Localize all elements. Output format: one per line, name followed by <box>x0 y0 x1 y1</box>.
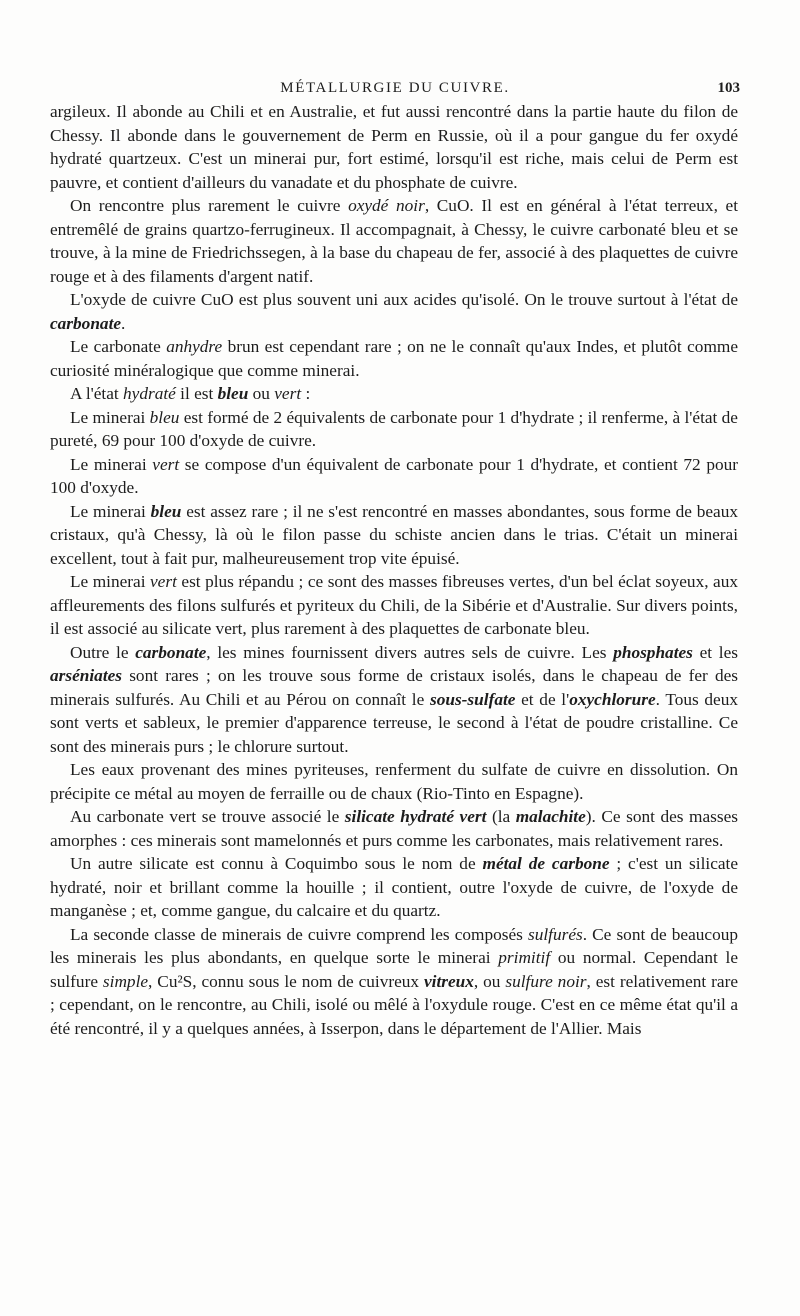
text-run: Le minerai <box>70 572 151 591</box>
paragraph-p7 <box>50 453 738 500</box>
paragraph-p5 <box>50 382 738 406</box>
bold-italic-term: carbonate <box>135 642 207 662</box>
italic-term: simple <box>102 971 149 991</box>
italic-term: vert <box>274 384 302 403</box>
body-text <box>50 100 738 1040</box>
text-run: ou <box>248 384 275 403</box>
bold-italic-term: oxychlorure <box>569 689 656 709</box>
bold-italic-term: arséniates <box>50 666 123 685</box>
text-run: Au carbonate vert se trouve associé le <box>70 807 345 826</box>
text-run: Le minerai <box>70 501 151 521</box>
text-run: , ou <box>473 971 506 991</box>
bold-italic-term: phosphates <box>613 642 693 662</box>
text-run: , CuO. Il est en général à l'état terreux, et entremêlé de grains quartzo-ferrugineux. Il accompagnait, à Chessy, le cuivre carbonaté bleu et se trouve, à la mine de Friedrichssegen, à la base du chapeau de fer, associé à des plaquettes de cuivre rouge et à des filaments d'argent natif. <box>50 196 739 286</box>
text-run: . Tous deux sont verts et sableux, le premier d'apparence terreuse, le second à l'état de poudre cristalline. Ce sont des minerais purs ; le chlorure surtout. <box>50 689 738 756</box>
text-run: A l'état <box>70 384 124 403</box>
italic-term: sulfurés <box>527 924 583 944</box>
text-run: est plus répandu ; ce sont des masses fibreuses vertes, d'un bel éclat soyeux, aux affleurements des filons sulfurés et pyriteux du Chili, de la Sibérie et d'Australie. Sur divers points, il est associé au silicate vert, plus rarement à des plaquettes de carbonate bleu. <box>50 572 738 638</box>
text-run: Les eaux provenant des mines pyriteuses, renferment du sulfate de cuivre en dissolution. On précipite ce métal au moyen de ferraille ou de chaux (Rio-Tinto en Espagne). <box>50 760 738 803</box>
text-run: brun est cependant rare ; on ne le connaît qu'aux Indes, et plutôt comme curiosité minéralogique que comme minerai. <box>50 337 738 380</box>
italic-term: primitif <box>498 948 551 967</box>
paragraph-p13 <box>50 852 738 923</box>
italic-term: vert <box>150 572 177 591</box>
paragraph-p4 <box>50 335 738 382</box>
text-run: ou normal. Cependant le sulfure <box>50 948 738 991</box>
paragraph-p12 <box>50 805 738 852</box>
text-run: ; c'est un silicate hydraté, noir et brillant comme la houille ; il contient, outre l'oxyde de cuivre, de l'oxyde de manganèse ; et, comme gangue, du calcaire et du quartz. <box>50 854 739 920</box>
text-run: , Cu²S, connu sous le nom de cuivreux <box>148 971 424 991</box>
text-run: : <box>301 384 311 403</box>
italic-term: bleu <box>149 407 180 427</box>
italic-term: anhydre <box>166 337 223 356</box>
text-run: On rencontre plus rarement le cuivre <box>70 196 349 215</box>
bold-italic-term: bleu <box>150 501 182 521</box>
text-run: sont rares ; on les trouve sous forme de cristaux isolés, dans le chapeau de fer des minerais sulfurés. Au Chili et au Pérou on connaît le <box>50 666 738 709</box>
text-run: est formé de 2 équivalents de carbonate pour 1 d'hydrate ; il renferme, à l'état de pureté, 69 pour 100 d'oxyde de cuivre. <box>50 407 738 450</box>
text-run: Le minerai <box>70 454 153 474</box>
italic-term: vert <box>152 454 180 474</box>
text-run: se compose d'un équivalent de carbonate pour 1 d'hydrate, et contient 72 pour 100 d'oxyde. <box>50 454 738 497</box>
bold-italic-term: silicate hydraté vert <box>344 807 487 826</box>
paragraph-p1 <box>50 100 738 194</box>
paragraph-p10 <box>50 641 738 759</box>
text-run: Le carbonate <box>70 337 167 356</box>
text-run: Le minerai <box>70 407 150 427</box>
text-run: il est <box>175 384 218 403</box>
text-run: Outre le <box>70 642 136 662</box>
page-number: 103 <box>717 80 740 96</box>
bold-italic-term: malachite <box>515 807 586 826</box>
paragraph-p3 <box>50 288 738 335</box>
text-run: La seconde classe de minerais de cuivre comprend les composés <box>70 924 528 944</box>
text-run: Un autre silicate est connu à Coquimbo sous le nom de <box>70 854 483 873</box>
text-run: , est relativement rare ; cependant, on le rencontre, au Chili, isolé ou mêlé à l'oxydule rouge. C'est en ce même état qu'il a été rencontré, il y a quelques années, à Isserpon, dans le département de l'Allier. Mais <box>50 971 739 1038</box>
bold-italic-term: bleu <box>217 384 249 403</box>
text-run: et de l' <box>515 689 570 709</box>
text-run: argileux. Il abonde au Chili et en Australie, et fut aussi rencontré dans la partie haute du filon de Chessy. Il abonde dans le gouvernement de Perm en Russie, où il a pour gangue du fer oxydé hydraté quartzeux. C'est un minerai pur, fort estimé, lorsqu'il est riche, mais celui de Perm est pauvre, et contient d'ailleurs du vanadate et du phosphate de cuivre. <box>50 102 738 192</box>
text-run: et les <box>692 642 738 662</box>
paragraph-p6 <box>50 406 738 453</box>
italic-term: oxydé noir <box>348 196 425 215</box>
running-title: MÉTALLURGIE DU CUIVRE. <box>280 80 510 96</box>
text-run: . Ce sont de beaucoup les minerais les plus abondants, en quelque sorte le minerai <box>50 924 738 967</box>
bold-italic-term: métal de carbone <box>482 854 610 873</box>
italic-term: hydraté <box>123 384 176 403</box>
text-run: est assez rare ; il ne s'est rencontré en masses abondantes, sous forme de beaux cristaux, qu'à Chessy, là où le filon passe du schiste ancien dans le trias. C'était un minerai excellent, tout à fait pur, malheureusement trop vite épuisé. <box>50 501 738 568</box>
text-run: ). Ce sont des masses amorphes : ces minerais sont mamelonnés et purs comme les carbonates, mais relativement rares. <box>50 807 738 850</box>
paragraph-p11 <box>50 758 738 805</box>
italic-term: sulfure noir <box>505 971 587 991</box>
text-run: . <box>121 313 126 333</box>
bold-italic-term: vitreux <box>424 971 474 991</box>
paragraph-p2 <box>50 194 738 288</box>
text-run: L'oxyde de cuivre CuO est plus souvent uni aux acides qu'isolé. On le trouve surtout à l'état de <box>70 290 738 309</box>
paragraph-p8 <box>50 500 738 571</box>
text-run: (la <box>486 807 516 826</box>
paragraph-p9 <box>50 570 738 641</box>
text-run: , les mines fournissent divers autres sels de cuivre. Les <box>206 642 614 662</box>
bold-italic-term: carbonate <box>50 313 122 333</box>
paragraph-p14 <box>50 923 738 1041</box>
bold-italic-term: sous-sulfate <box>429 689 516 709</box>
